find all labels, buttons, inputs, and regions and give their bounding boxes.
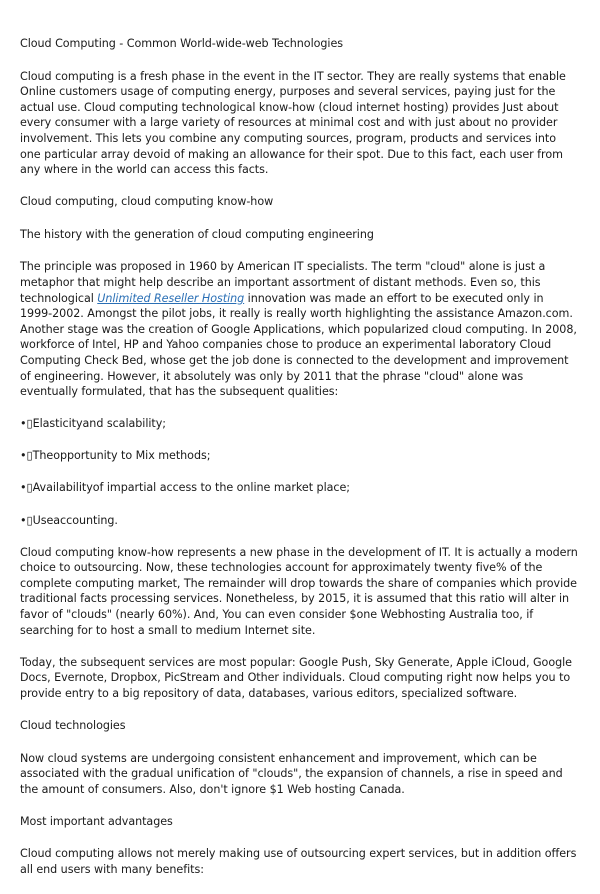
bullet-item [20, 480, 578, 496]
services-paragraph: Today, the subsequent services are most popular: Google Push, Sky Generate, Apple iCloud, Google Docs, Evernote, Dropbox, PicStream and Other individuals. Cloud computing right now helps you to provide entry to a big repository of data, databases, various editors, specialized software. [20, 655, 572, 700]
advantages-paragraph: Cloud computing allows not merely making use of outsourcing expert services, but in addition offers all end users with many benefits: [20, 847, 577, 877]
bullet-marker: •▯ [20, 417, 33, 431]
section-heading-history: The history with the generation of cloud computing engineering [20, 227, 374, 241]
section-heading-advantages: Most important advantages [20, 814, 173, 828]
bullet-marker: •▯ [20, 449, 33, 463]
bullet-marker: •▯ [20, 513, 33, 527]
history-text-before-link: The principle was proposed in 1960 by American IT specialists. The term "cloud" alone is just a metaphor that might help describe an important assortment of distant methods. Even so, this technological [20, 260, 546, 305]
history-paragraph [20, 259, 578, 399]
bullet-lead: Availability [32, 481, 93, 495]
section-heading-cloud-know-how: Cloud computing, cloud computing know-how [20, 195, 274, 209]
document-title: Cloud Computing - Common World-wide-web Technologies [20, 37, 344, 50]
section-heading-cloud-technologies: Cloud technologies [20, 719, 126, 732]
unlimited-reseller-hosting-link[interactable]: Unlimited Reseller Hosting [97, 291, 245, 305]
intro-paragraph: Cloud computing is a fresh phase in the event in the IT sector. They are really systems that enable Online customers usage of computing energy, purposes and several services, paying just for the actual use. Cloud computing technological know-how (cloud internet hosting) provides Just about every consumer with a large variety of resources at minimal cost and with just about no provider involvement. This lets you combine any computing sources, program, products and services into one particular array devoid of making an allowance for their spot. Due to this fact, each user from any where in the world can access this facts. [20, 69, 566, 177]
bullet-text: accounting. [53, 513, 118, 527]
bullet-text: of impartial access to the online market place; [92, 481, 350, 495]
bullet-text: opportunity to Mix methods; [53, 449, 211, 463]
bullet-text: and scalability; [82, 417, 166, 431]
market-paragraph: Cloud computing know-how represents a new phase in the development of IT. It is actually a modern choice to outsourcing. Now, these technologies account for approximately twenty five% of the complete computing market, The remainder will drop towards the share of companies which provide traditional facts processing services. Nonetheless, by 2015, it is assumed that this ratio will alter in favor of "clouds" (nearly 60%). And, You can even consider $one Webhosting Australia too, if searching for to host a small to medium Internet site. [20, 545, 578, 637]
history-text-after-link: innovation was made an effort to be executed only in 1999-2002. Amongst the pilot jobs, it really is really worth highlighting the assistance Amazon.com. Another stage was the creation of Google Applications, which popularized cloud computing. In 2008, workforce of Intel, HP and Yahoo companies chose to produce an experimental laboratory Cloud Computing Check Bed, whose get the job done is connected to the development and improvement of engineering. However, it absolutely was only by 2011 that the phrase "cloud" alone was eventually formulated, that has the subsequent qualities: [20, 291, 577, 399]
bullet-lead: Elasticity [32, 417, 83, 431]
bullet-item [20, 513, 578, 529]
bullet-marker: •▯ [20, 481, 33, 495]
bullet-lead: Use [32, 513, 54, 527]
technologies-paragraph: Now cloud systems are undergoing consistent enhancement and improvement, which can be associated with the gradual unification of "clouds", the expansion of channels, a rise in speed and the amount of consumers. Also, don't ignore $1 Web hosting Canada. [20, 751, 563, 796]
bullet-item [20, 448, 578, 464]
document-page [20, 36, 578, 894]
bullet-item [20, 416, 578, 432]
bullet-lead: The [32, 449, 54, 463]
